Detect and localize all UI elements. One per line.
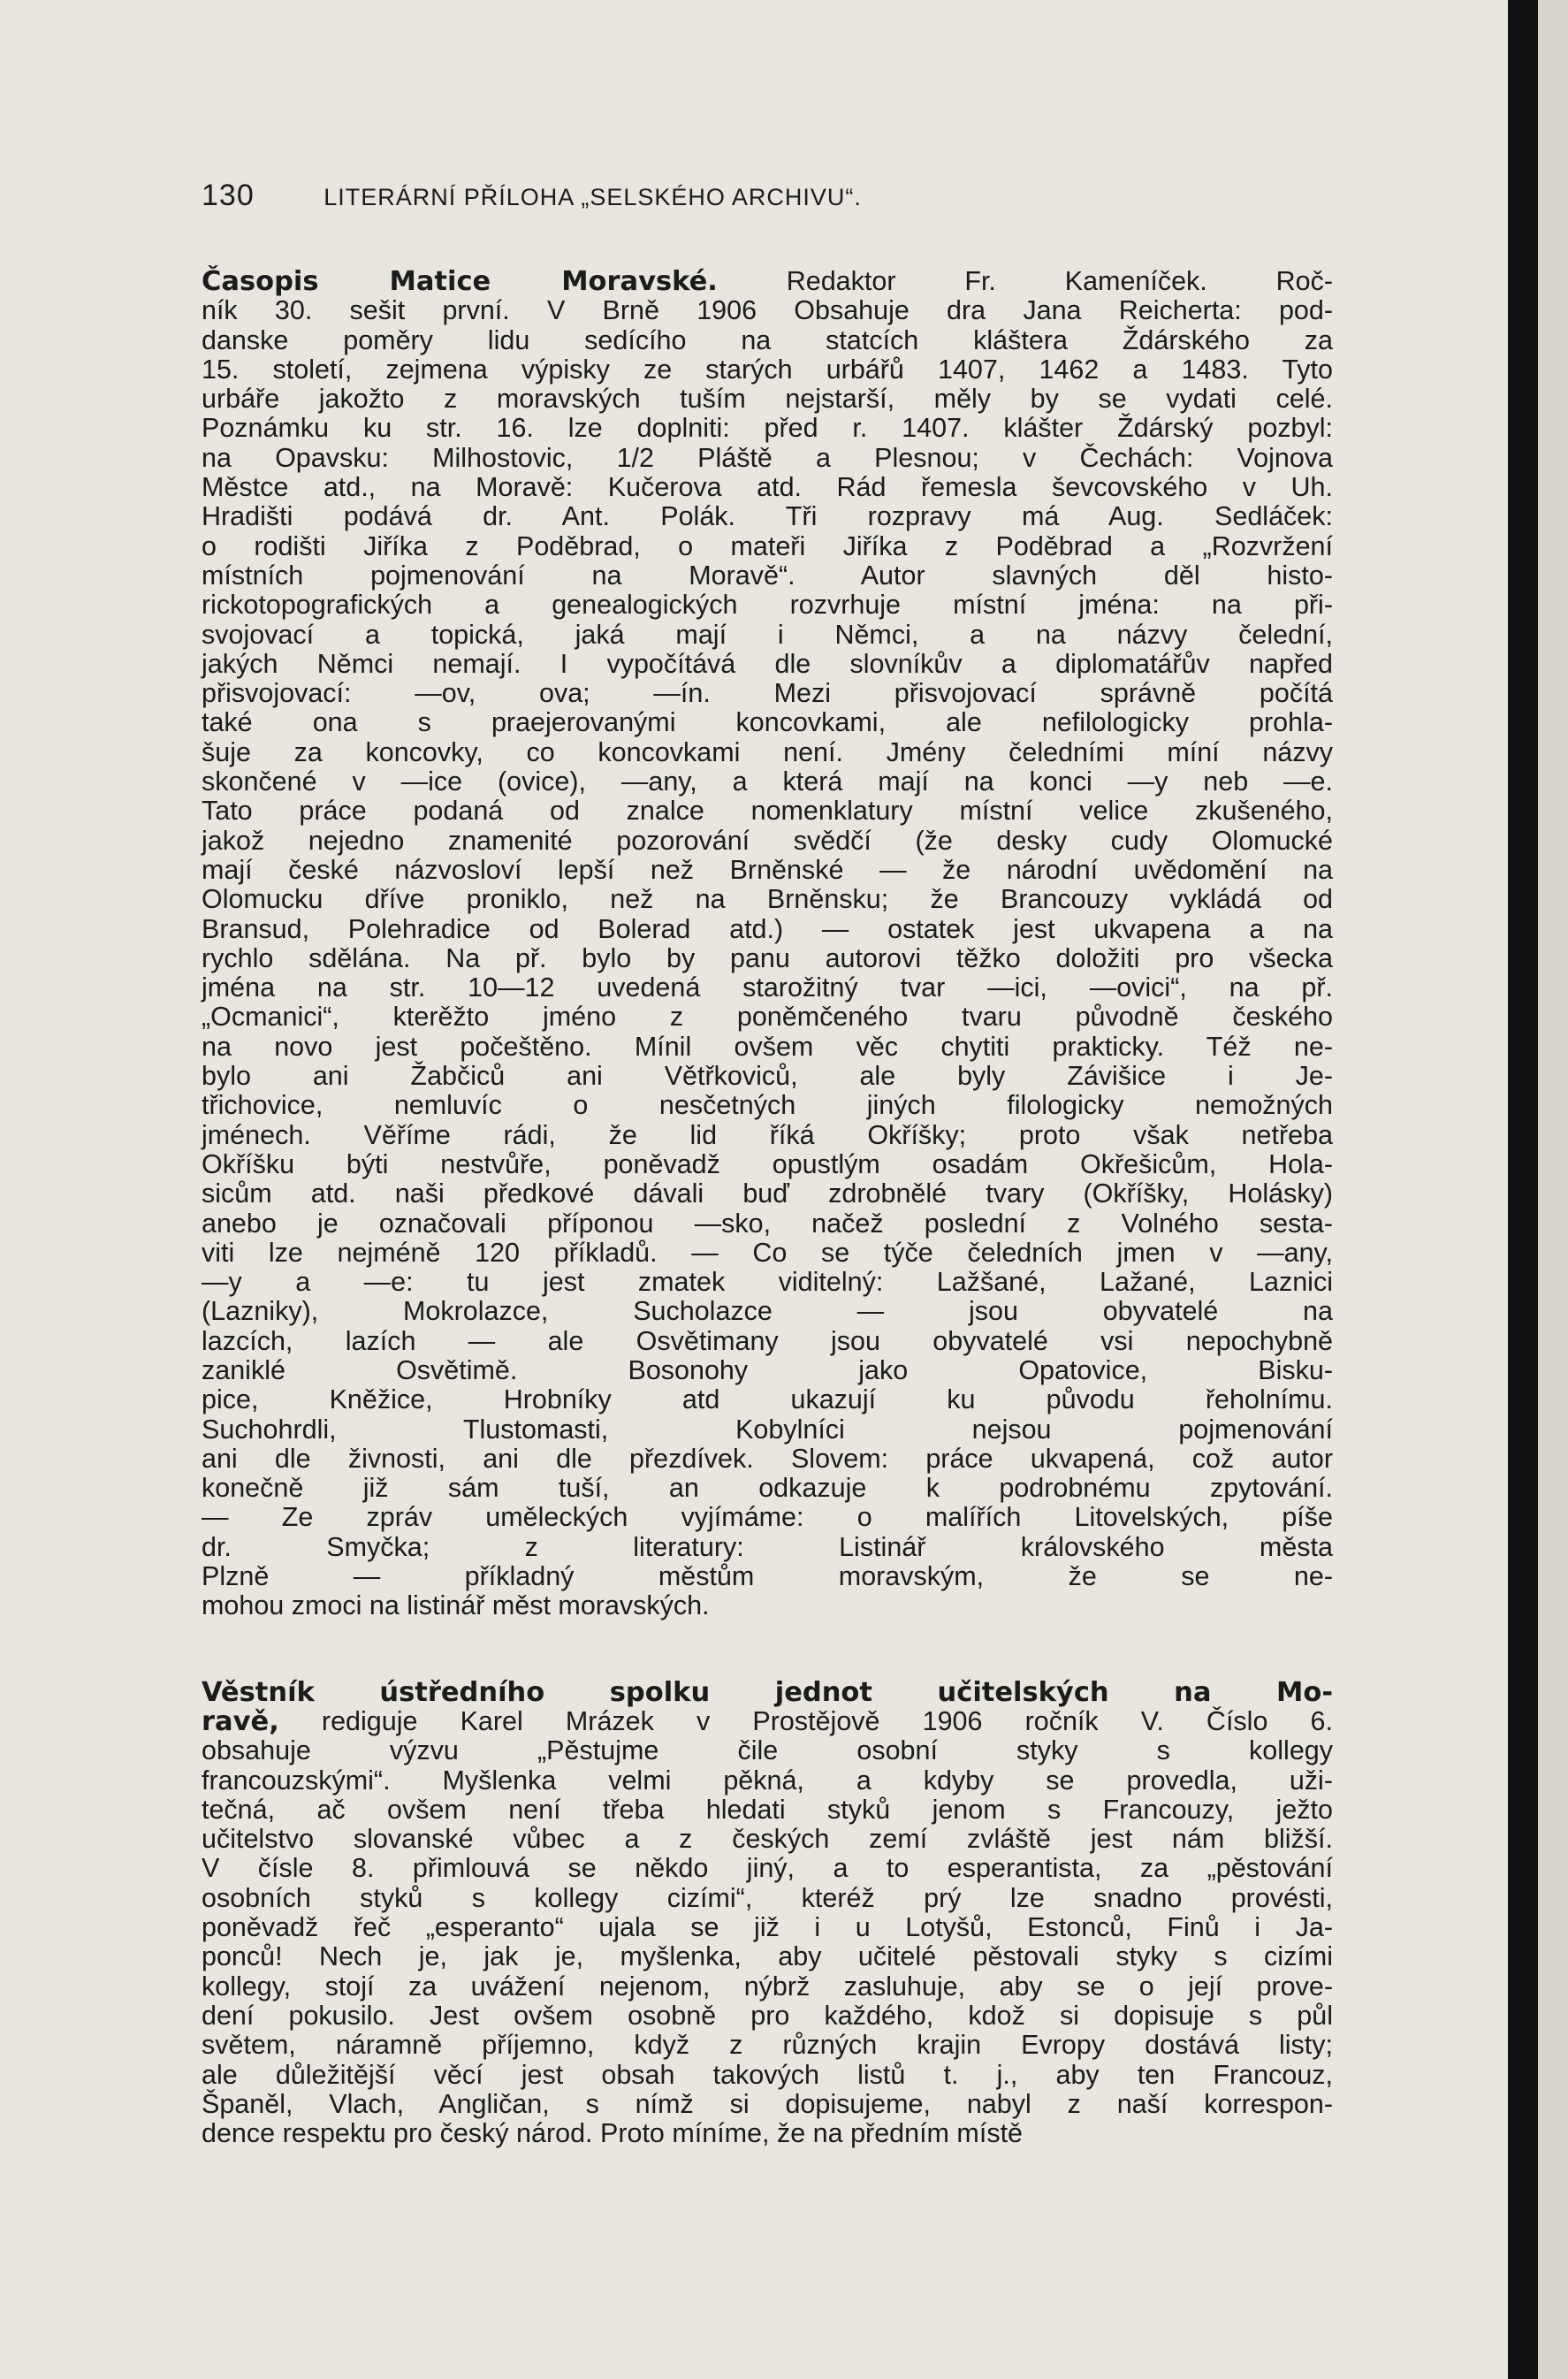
text-line: bylo ani Žabčiců ani Větřkoviců, ale byly Závišice i Je- bbox=[202, 1061, 1333, 1092]
text-line: ník 30. sešit první. V Brně 1906 Obsahuje dra Jana Reicherta: pod- bbox=[202, 295, 1333, 326]
text-line: V čísle 8. přimlouvá se někdo jiný, a to esperantista, za „pěstování bbox=[202, 1853, 1333, 1884]
text-line: na novo jest počeštěno. Mínil ovšem věc chytiti prakticky. Též ne- bbox=[202, 1031, 1333, 1062]
page-number: 130 bbox=[202, 179, 255, 212]
text-line: francouzskými“. Myšlenka velmi pěkná, a kdyby se provedla, uži- bbox=[202, 1765, 1333, 1796]
text-line: Olomucku dříve proniklo, než na Brněnsku; že Brancouzy vykládá od bbox=[202, 884, 1333, 915]
text-line: mohou zmoci na listinář měst moravských. bbox=[202, 1590, 710, 1621]
text-line: viti lze nejméně 120 příkladů. — Co se týče čeledních jmen v —any, bbox=[202, 1237, 1333, 1268]
text-line: Plzně — příkladný městům moravským, že se ne- bbox=[202, 1561, 1333, 1592]
section-lines bbox=[202, 296, 1333, 1591]
text-line: ale důležitější věcí jest obsah takových listů t. j., aby ten Francouz, bbox=[202, 2059, 1333, 2090]
text-line: také ona s praejerovanými koncovkami, ale nefilologicky prohla- bbox=[202, 707, 1333, 738]
text-line: jakých Němci nemají. I vypočítává dle slovníkův a diplomatářův napřed bbox=[202, 648, 1333, 679]
text-line: danske poměry lidu sedícího na statcích kláštera Ždárského za bbox=[202, 324, 1333, 355]
running-title: LITERÁRNÍ PŘÍLOHA „SELSKÉHO ARCHIVU“. bbox=[323, 184, 862, 210]
article-body bbox=[202, 267, 1333, 2148]
text-line: Tato práce podaná od znalce nomenklatury místní velice zkušeného, bbox=[202, 796, 1333, 827]
section-lines bbox=[202, 1736, 1333, 2119]
section-first-line bbox=[202, 267, 1333, 296]
section-casopis-matice-moravske bbox=[202, 267, 1333, 1621]
section-heading: Věstník ústředního spolku jednot učitelských na Mo- bbox=[202, 1676, 1333, 1708]
text-line: Městce atd., na Moravě: Kučerova atd. Rád řemesla ševcovského v Uh. bbox=[202, 472, 1333, 503]
text-line: dence respektu pro český národ. Proto míníme, že na předním místě bbox=[202, 2118, 1023, 2149]
text-line: konečně již sám tuší, an odkazuje k podrobnému zpytování. bbox=[202, 1473, 1333, 1504]
section-gap bbox=[202, 1621, 1333, 1678]
text-line: „Ocmanici“, kterěžto jméno z poněmčeného tvaru původně českého bbox=[202, 1002, 1333, 1033]
page-header bbox=[202, 179, 1333, 213]
text-line: skončené v —ice (ovice), —any, a která mají na konci —y neb —e. bbox=[202, 766, 1333, 797]
text-line: Okříšku býti nestvůře, poněvadž opustlým osadám Okřešicům, Hola- bbox=[202, 1148, 1333, 1179]
text-line: Bransud, Polehradice od Bolerad atd.) — ostatek jest ukvapena a na bbox=[202, 913, 1333, 944]
text-fragment: Redaktor Fr. Kameníček. Roč- bbox=[786, 266, 1333, 296]
text-line: svojovací a topická, jaká mají i Němci, a na názvy čelední, bbox=[202, 619, 1333, 650]
text-line: zaniklé Osvětimě. Bosonohy jako Opatovice, Bisku- bbox=[202, 1354, 1333, 1385]
text-line: poněvadž řeč „esperanto“ ujala se již i u Lotyšů, Estonců, Finů i Ja- bbox=[202, 1912, 1333, 1943]
text-line: kollegy, stojí za uvážení nejenom, nýbrž zasluhuje, aby se o její prove- bbox=[202, 1971, 1333, 2002]
text-line: rychlo sdělána. Na př. bylo by panu autorovi těžko doložiti pro všecka bbox=[202, 942, 1333, 973]
text-line: Poznámku ku str. 16. lze doplniti: před r. 1407. klášter Ždárský pozbyl: bbox=[202, 413, 1333, 444]
text-line: urbáře jakožto z moravských tuším nejstarší, měly by se vydati celé. bbox=[202, 384, 1333, 415]
text-line: — Ze zpráv uměleckých vyjímáme: o malířích Litovelských, píše bbox=[202, 1502, 1333, 1533]
text-line: rickotopografických a genealogických rozvrhuje místní jména: na při- bbox=[202, 590, 1333, 621]
text-line: pice, Kněžice, Hrobníky atd ukazují ku původu řeholnímu. bbox=[202, 1384, 1333, 1415]
text-line: lazcích, lazích — ale Osvětimany jsou obyvatelé vsi nepochybně bbox=[202, 1325, 1333, 1356]
section-vestnik bbox=[202, 1678, 1333, 2149]
text-line: učitelstvo slovanské vůbec a z českých zemí zvláště jest nám bližší. bbox=[202, 1824, 1333, 1855]
text-line: osobních styků s kollegy cizími“, kteréž prý lze snadno provésti, bbox=[202, 1882, 1333, 1913]
text-line: Suchohrdli, Tlustomasti, Kobylníci nejsou pojmenování bbox=[202, 1414, 1333, 1445]
section-heading: Časopis Matice Moravské. bbox=[202, 266, 718, 297]
text-line: místních pojmenování na Moravě“. Autor slavných děl histo- bbox=[202, 560, 1333, 591]
scan-edge bbox=[1508, 0, 1538, 2379]
text-line: dr. Smyčka; z literatury: Listinář královského města bbox=[202, 1531, 1333, 1562]
text-line: mají české názvosloví lepší než Brněnské — že národní uvědomění na bbox=[202, 854, 1333, 885]
text-line: světem, náramně příjemno, když z různých krajin Evropy dostává listy; bbox=[202, 2030, 1333, 2061]
text-line: anebo je označovali příponou —sko, načež poslední z Volného sesta- bbox=[202, 1208, 1333, 1239]
text-fragment: rediguje Karel Mrázek v Prostějově 1906 ročník V. Číslo 6. bbox=[321, 1705, 1333, 1736]
text-line: jména na str. 10—12 uvedená starožitný tvar —ici, —ovici“, na př. bbox=[202, 972, 1333, 1003]
text-line: třichovice, nemluvíc o nesčetných jiných filologicky nemožných bbox=[202, 1090, 1333, 1121]
text-line: obsahuje výzvu „Pěstujme čile osobní styky s kollegy bbox=[202, 1735, 1333, 1766]
text-line: sicům atd. naši předkové dávali buď zdrobnělé tvary (Okříšky, Holásky) bbox=[202, 1178, 1333, 1209]
text-line: tečná, ač ovšem není třeba hledati styků jenom s Francouzy, ježto bbox=[202, 1794, 1333, 1825]
text-line: ponců! Nech je, jak je, myšlenka, aby učitelé pěstovali styky s cizími bbox=[202, 1941, 1333, 1972]
text-line: šuje za koncovky, co koncovkami není. Jmény čeledními míní názvy bbox=[202, 736, 1333, 767]
text-line: Hradišti podává dr. Ant. Polák. Tři rozpravy má Aug. Sedláček: bbox=[202, 501, 1333, 532]
text-line: (Lazniky), Mokrolazce, Sucholazce — jsou obyvatelé na bbox=[202, 1296, 1333, 1327]
text-line: ani dle živnosti, ani dle přezdívek. Slovem: práce ukvapená, což autor bbox=[202, 1443, 1333, 1474]
text-line: dení pokusilo. Jest ovšem osobně pro každého, kdož si dopisuje s půl bbox=[202, 2000, 1333, 2031]
text-line: o rodišti Jiříka z Poděbrad, o mateři Jiříka z Poděbrad a „Rozvržení bbox=[202, 530, 1333, 561]
text-line: 15. století, zejmena výpisky ze starých urbářů 1407, 1462 a 1483. Tyto bbox=[202, 354, 1333, 385]
text-line: —y a —e: tu jest zmatek viditelný: Lažšané, Lažané, Laznici bbox=[202, 1267, 1333, 1298]
text-line: Španěl, Vlach, Angličan, s nímž si dopisujeme, nabyl z naší korrespon- bbox=[202, 2088, 1333, 2119]
text-line: přisvojovací: —ov, ova; —ín. Mezi přisvojovací správně počítá bbox=[202, 678, 1333, 709]
section-second-line bbox=[202, 1707, 1333, 1736]
text-line: jménech. Věříme rádi, že lid říká Okříšky; proto však netřeba bbox=[202, 1119, 1333, 1150]
text-line: na Opavsku: Milhostovic, 1/2 Pláště a Plesnou; v Čechách: Vojnova bbox=[202, 442, 1333, 473]
text-line: jakož nejedno znamenité pozorování svědčí (že desky cudy Olomucké bbox=[202, 825, 1333, 856]
heading-tail: ravě, bbox=[202, 1705, 279, 1737]
